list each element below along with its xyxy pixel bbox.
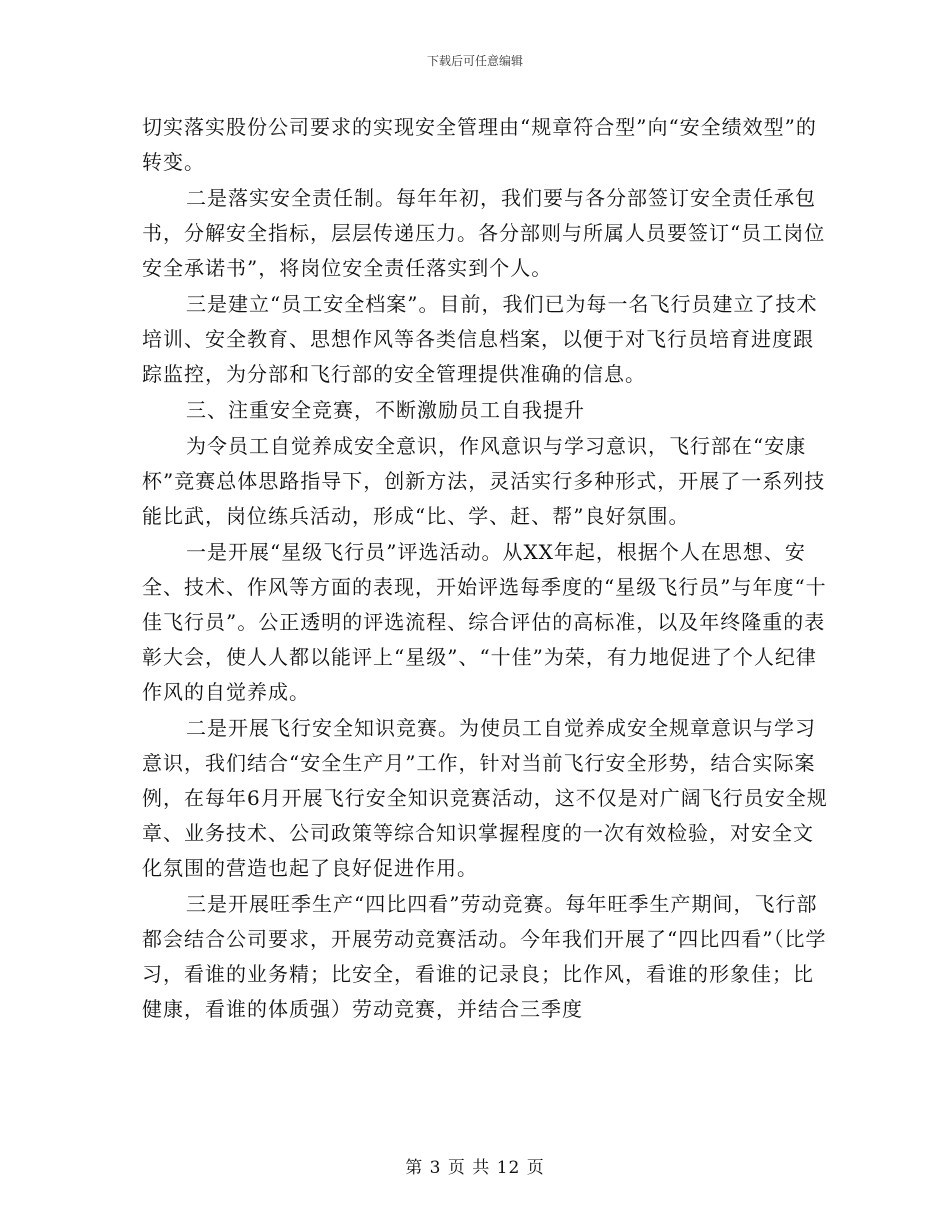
paragraph-8: 三是开展旺季生产“四比四看”劳动竞赛。每年旺季生产期间，飞行部都会结合公司要求，开展劳动竞赛活动。今年我们开展了“四比四看”（比学习，看谁的业务精；比安全，看谁的记录良；比作风，看谁的形象佳；比健康，看谁的体质强）劳动竞赛，并结合三季度 [142,892,827,1021]
paragraph-1: 切实落实股份公司要求的实现安全管理由“规章符合型”向“安全绩效型”的转变。 [142,115,817,174]
page-header-note: 下载后可任意编辑 [426,54,523,68]
paragraph-3: 三是建立“员工安全档案”。目前，我们已为每一名飞行员建立了技术培训、安全教育、思想作风等各类信息档案，以便于对飞行员培育进度跟踪监控，为分部和飞行部的安全管理提供准确的信息。 [142,292,818,386]
paragraph-2: 二是落实安全责任制。每年年初，我们要与各分部签订安全责任承包书，分解安全指标，层层传递压力。各分部则与所属人员要签订“员工岗位安全承诺书”，将岗位安全责任落实到个人。 [142,186,826,280]
paragraph-5: 为令员工自觉养成安全意识，作风意识与学习意识，飞行部在“安康杯”竞赛总体思路指导下，创新方法，灵活实行多种形式，开展了一系列技能比武，岗位练兵活动，形成“比、学、赶、帮”良好氛围。 [142,434,826,528]
paragraph-7: 二是开展飞行安全知识竞赛。为使员工自觉养成安全规章意识与学习意识，我们结合“安全生产月”工作，针对当前飞行安全形势，结合实际案例，在每年6月开展飞行安全知识竞赛活动，这不仅是对广阔飞行员安全规章、业务技术、公司政策等综合知识掌握程度的一次有效检验，对安全文化氛围的营造也起了良好促进作用。 [142,716,828,880]
page-footer-number: 第 3 页 共 12 页 [405,1158,545,1178]
section-heading: 三、注重安全竞赛，不断激励员工自我提升 [186,398,585,422]
document-body [142,110,832,1028]
paragraph-6: 一是开展“星级飞行员”评选活动。从XX年起，根据个人在思想、安全、技术、作风等方面的表现，开始评选每季度的“星级飞行员”与年度“十佳飞行员”。公正透明的评选流程、综合评估的高标准，以及年终隆重的表彰大会，使人人都以能评上“星级”、“十佳”为荣，有力地促进了个人纪律作风的自觉养成。 [142,540,827,704]
